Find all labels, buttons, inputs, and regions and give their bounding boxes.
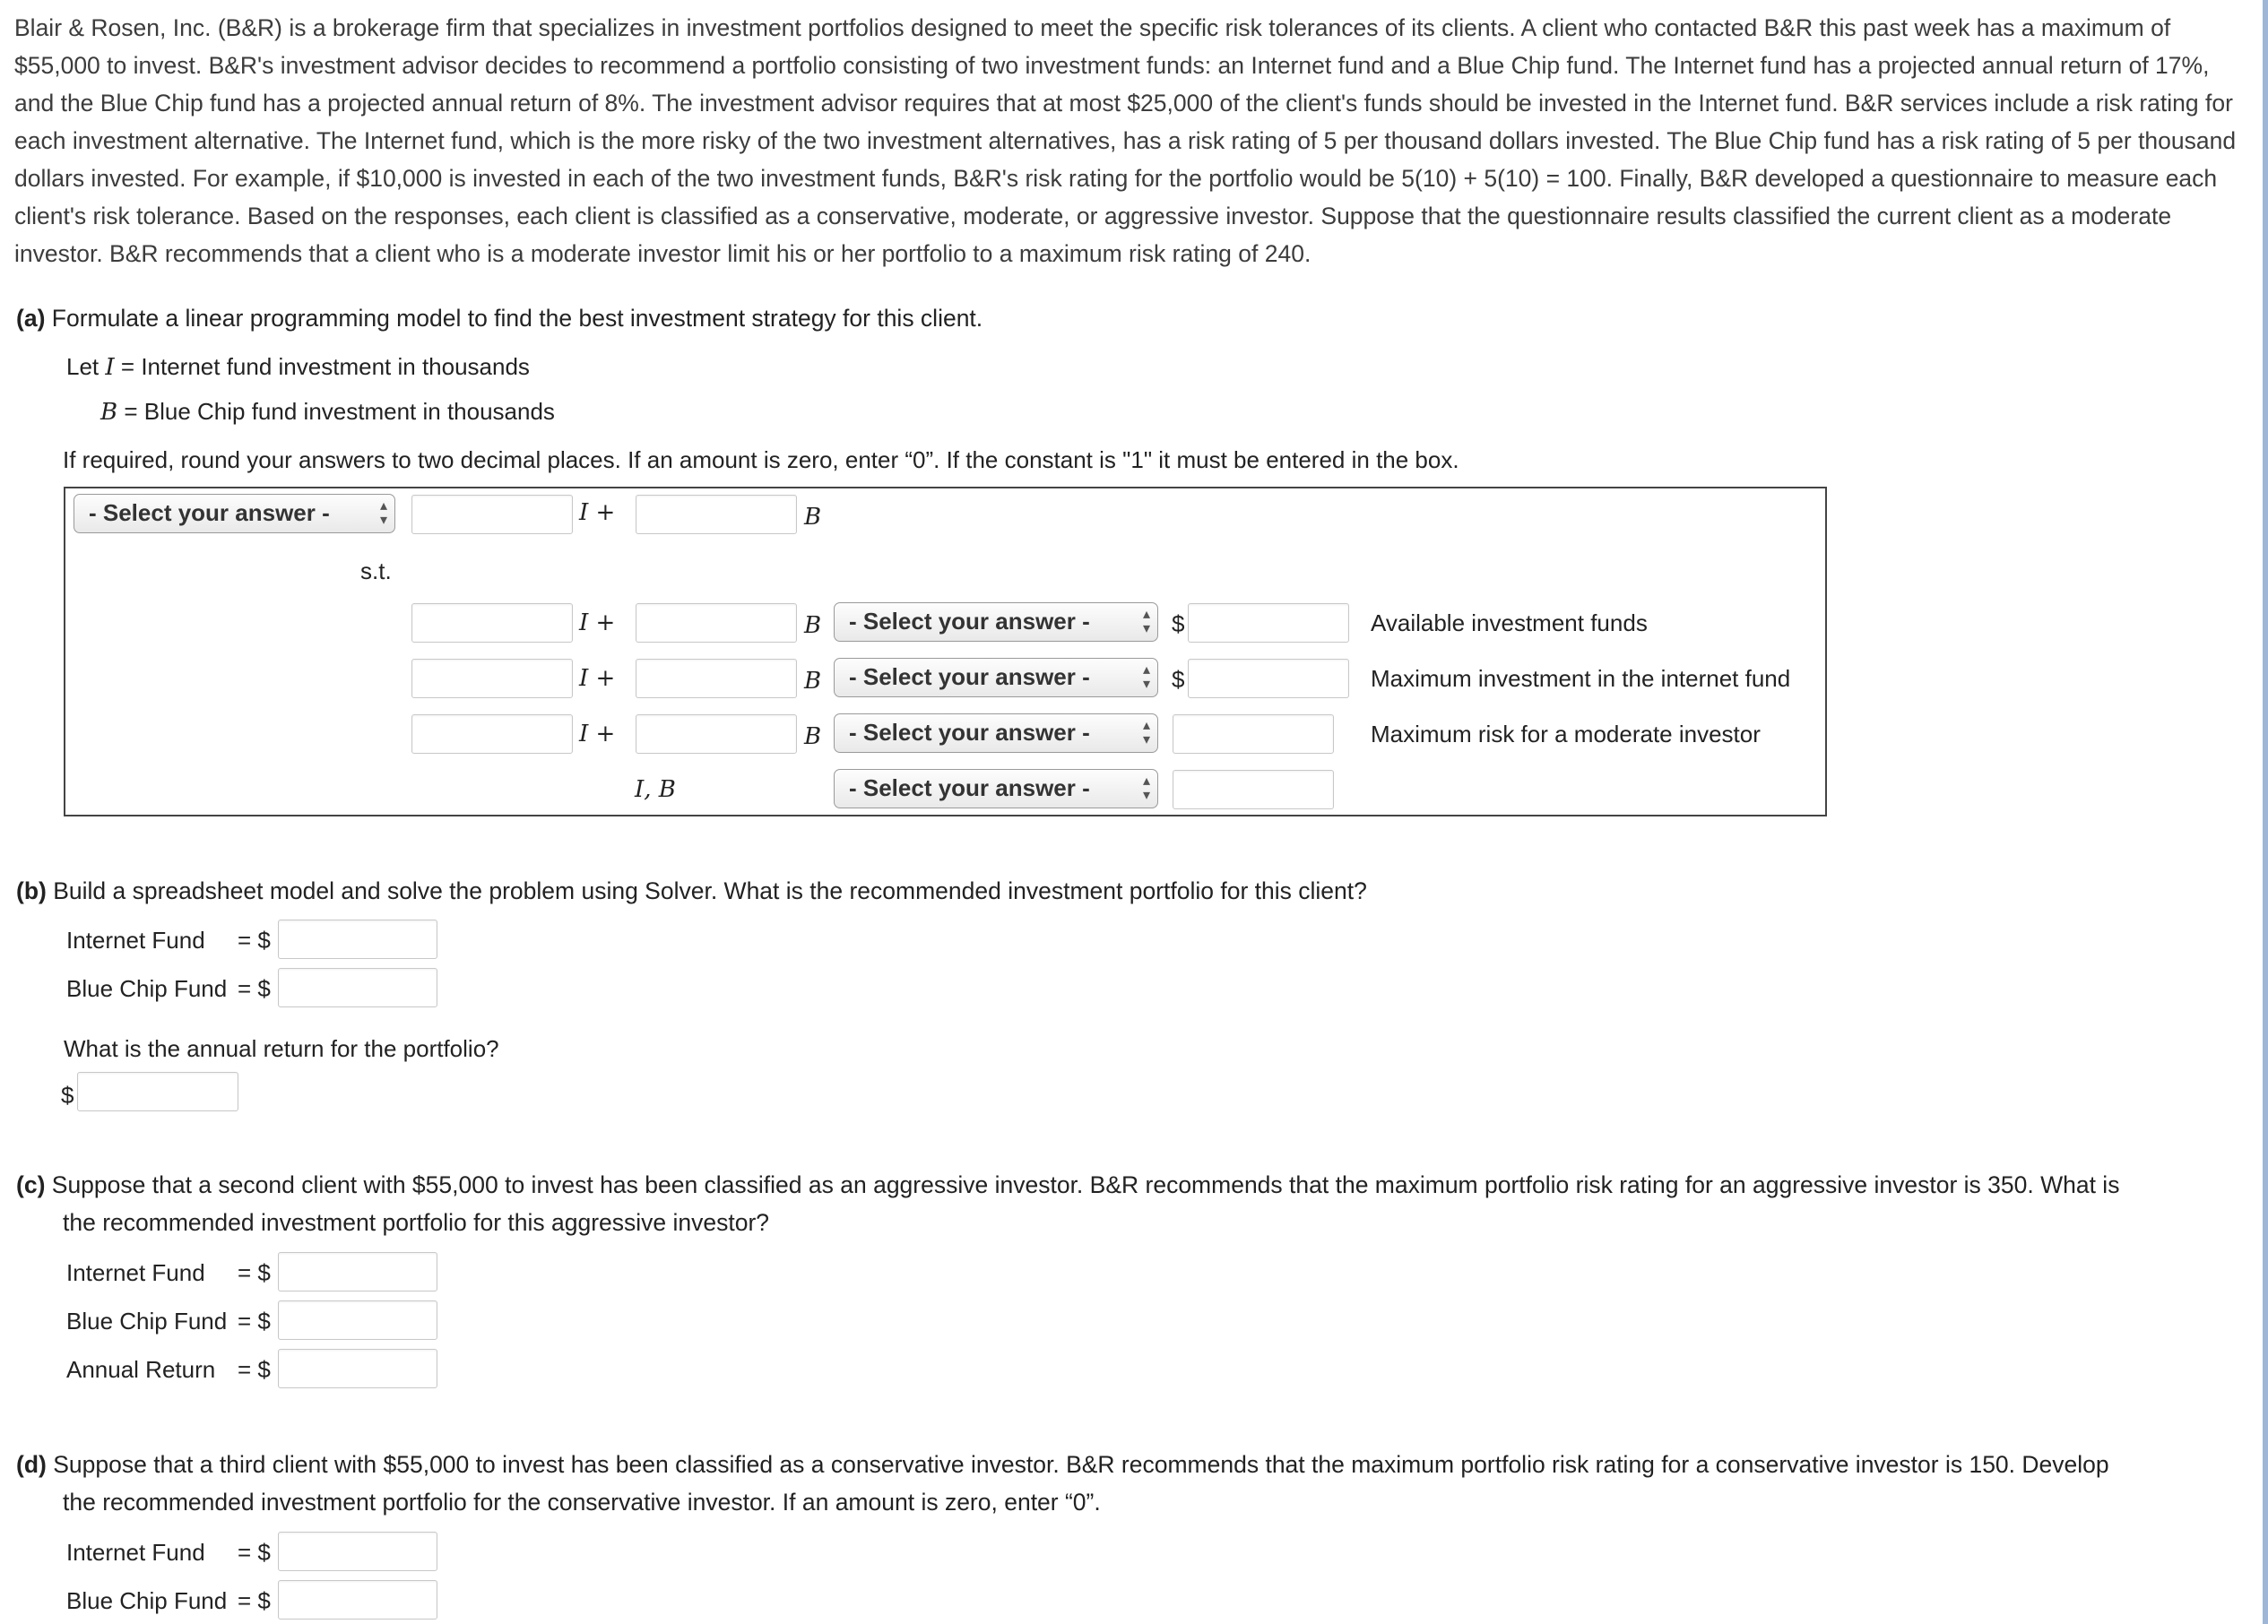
i-plus-label: I + [579, 609, 616, 636]
c1-relation-select[interactable]: - Select your answer - ▴ ▾ [834, 602, 1158, 642]
nonneg-relation-select[interactable]: - Select your answer - ▴ ▾ [834, 769, 1158, 808]
st-label: s.t. [360, 557, 392, 584]
b-label: B [804, 612, 822, 639]
b-bluechip-input[interactable] [278, 968, 437, 1007]
nonneg-rhs-input[interactable] [1173, 770, 1334, 809]
lp-model-box [64, 487, 1827, 816]
c3-i-coef-input[interactable] [411, 714, 573, 754]
eq-dollar: = $ [238, 927, 271, 954]
part-c-question: (c) Suppose that a second client with $55,000 to invest has been classified as an aggressive investor. B&R recommends that the maximum portfolio risk rating for an aggressive investor is 350. What is the recommended investment portfolio for this aggressive investor? [16, 1171, 2120, 1236]
objective-type-select[interactable]: - Select your answer - ▴ ▾ [74, 494, 395, 533]
d-internet-input[interactable] [278, 1532, 437, 1571]
b-label: B [804, 504, 822, 531]
def-b: B = Blue Chip fund investment in thousands [100, 398, 555, 426]
eq-dollar: = $ [238, 1587, 271, 1614]
select-arrows-icon: ▴ ▾ [1142, 662, 1150, 692]
c-return-input[interactable] [278, 1349, 437, 1388]
c-bluechip-input[interactable] [278, 1300, 437, 1340]
i-plus-label: I + [579, 499, 616, 526]
c2-rhs-input[interactable] [1188, 659, 1349, 698]
part-a-instructions: If required, round your answers to two decimal places. If an amount is zero, enter “0”. If the constant is "1" it must be entered in the box. [63, 446, 1459, 473]
d-bluechip-label: Blue Chip Fund [66, 1587, 228, 1614]
c3-label: Maximum risk for a moderate investor [1371, 721, 1761, 747]
eq-dollar: = $ [238, 1308, 271, 1335]
d-internet-label: Internet Fund [66, 1539, 205, 1566]
part-b-question: (b) Build a spreadsheet model and solve the problem using Solver. What is the recommended investment portfolio for this client? [16, 877, 1367, 904]
d-bluechip-input[interactable] [278, 1580, 437, 1620]
part-d-question: (d) Suppose that a third client with $55,000 to invest has been classified as a conservative investor. B&R recommends that the maximum portfolio risk rating for a conservative investor is 150. Develop the recommended investment portfolio for the conservative investor. If an amount is zero, enter “0”. [16, 1451, 2109, 1516]
c-internet-label: Internet Fund [66, 1259, 205, 1286]
eq-dollar: = $ [238, 1539, 271, 1566]
c1-rhs-input[interactable] [1188, 603, 1349, 643]
c3-relation-select[interactable]: - Select your answer - ▴ ▾ [834, 713, 1158, 753]
select-arrows-icon: ▴ ▾ [1142, 773, 1150, 803]
def-i: Let I = Internet fund investment in thousands [66, 353, 530, 381]
c2-label: Maximum investment in the internet fund [1371, 665, 1791, 692]
select-arrows-icon: ▴ ▾ [1142, 607, 1150, 636]
b-internet-label: Internet Fund [66, 927, 205, 954]
c1-label: Available investment funds [1371, 609, 1648, 636]
b-return-question: What is the annual return for the portfolio? [64, 1035, 499, 1062]
b-internet-input[interactable] [278, 920, 437, 959]
c-bluechip-label: Blue Chip Fund [66, 1308, 228, 1335]
c1-i-coef-input[interactable] [411, 603, 573, 643]
dollar-sign: $ [1172, 610, 1185, 637]
c3-b-coef-input[interactable] [636, 714, 797, 754]
c3-rhs-input[interactable] [1173, 714, 1334, 754]
objective-b-coef-input[interactable] [636, 495, 797, 534]
dollar-sign: $ [61, 1082, 74, 1109]
problem-intro: Blair & Rosen, Inc. (B&R) is a brokerage firm that specializes in investment portfolios designed to meet the specific risk tolerances of its clients. A client who contacted B&R this past week has a maximum of $55,000 to invest. B&R's investment advisor decides to recommend a portfolio consisting of two investment funds: an Internet fund and a Blue Chip fund. The Internet fund has a projected annual return of 17%, and the Blue Chip fund has a projected annual return of 8%. The investment advisor requires that at most $25,000 of the client's funds should be invested in the Internet fund. B&R services include a risk rating for each investment alternative. The Internet fund, which is the more risky of the two investment alternatives, has a risk rating of 5 per thousand dollars invested. The Blue Chip fund has a risk rating of 5 per thousand dollars invested. For example, if $10,000 is invested in each of the two investment funds, B&R's risk rating for the portfolio would be 5(10) + 5(10) = 100. Finally, B&R developed a questionnaire to measure each client's risk tolerance. Based on the responses, each client is classified as a conservative, moderate, or aggressive investor. Suppose that the questionnaire results classified the current client as a moderate investor. B&R recommends that a client who is a moderate investor limit his or her portfolio to a maximum risk rating of 240. [14, 14, 2237, 267]
c2-b-coef-input[interactable] [636, 659, 797, 698]
part-a-question: (a) Formulate a linear programming model to find the best investment strategy for this client. [16, 305, 983, 332]
scrollbar-edge[interactable] [2263, 0, 2268, 1624]
select-arrows-icon: ▴ ▾ [1142, 718, 1150, 747]
c2-i-coef-input[interactable] [411, 659, 573, 698]
ib-label: I, B [635, 776, 676, 803]
i-plus-label: I + [579, 665, 616, 692]
b-bluechip-label: Blue Chip Fund [66, 975, 228, 1002]
b-label: B [804, 668, 822, 695]
dollar-sign: $ [1172, 666, 1185, 693]
c-return-label: Annual Return [66, 1356, 216, 1383]
c-internet-input[interactable] [278, 1252, 437, 1291]
b-label: B [804, 723, 822, 750]
objective-i-coef-input[interactable] [411, 495, 573, 534]
c1-b-coef-input[interactable] [636, 603, 797, 643]
i-plus-label: I + [579, 721, 616, 747]
select-arrows-icon: ▴ ▾ [379, 498, 387, 528]
eq-dollar: = $ [238, 1259, 271, 1286]
eq-dollar: = $ [238, 1356, 271, 1383]
eq-dollar: = $ [238, 975, 271, 1002]
c2-relation-select[interactable]: - Select your answer - ▴ ▾ [834, 658, 1158, 697]
b-return-input[interactable] [77, 1072, 238, 1111]
